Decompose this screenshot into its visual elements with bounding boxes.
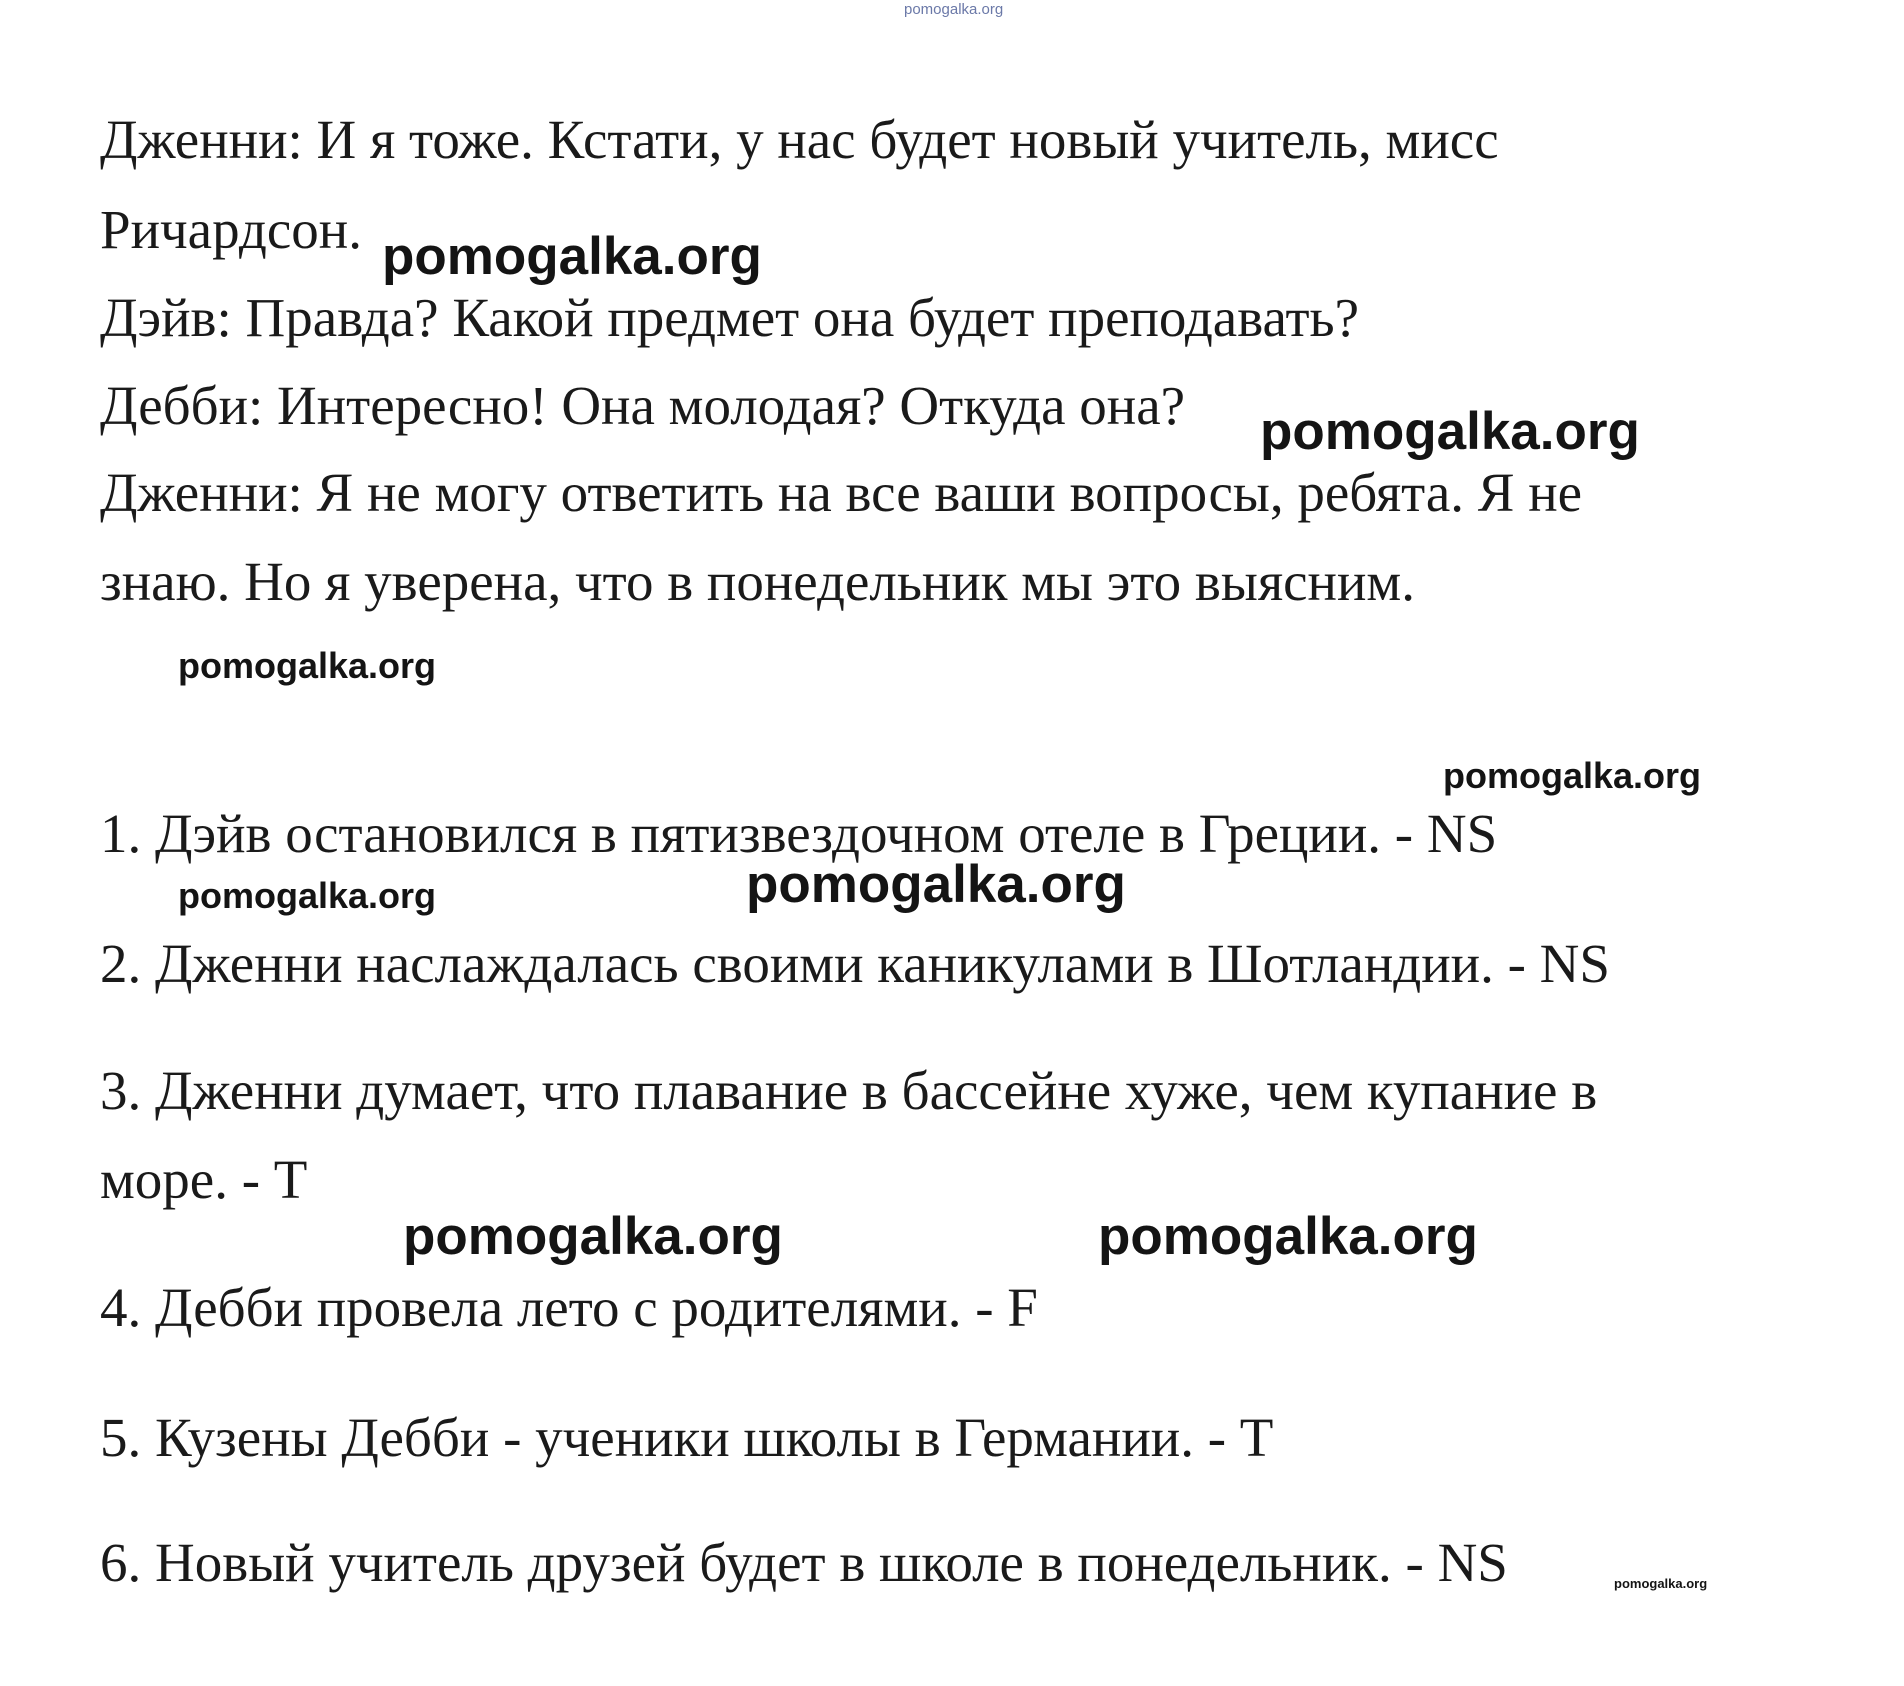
answer-line: 3. Дженни думает, что плавание в бассейне хуже, чем купание в xyxy=(100,1060,1598,1121)
watermark: pomogalka.org xyxy=(403,1207,783,1266)
answer-line: 4. Дебби провела лето с родителями. - F xyxy=(100,1277,1038,1338)
dialogue-line: Дебби: Интересно! Она молодая? Откуда она? xyxy=(100,375,1186,436)
dialogue-line: Ричардсон. xyxy=(100,199,362,260)
answer-line: 2. Дженни наслаждалась своими каникулами в Шотландии. - NS xyxy=(100,933,1610,994)
dialogue-line: Дженни: И я тоже. Кстати, у нас будет новый учитель, мисс xyxy=(100,109,1499,170)
dialogue-line: Дженни: Я не могу ответить на все ваши вопросы, ребята. Я не xyxy=(100,462,1583,523)
watermark: pomogalka.org xyxy=(1614,1576,1708,1591)
watermark-top: pomogalka.org xyxy=(904,1,1004,18)
answer-line: 6. Новый учитель друзей будет в школе в понедельник. - NS xyxy=(100,1532,1508,1593)
answer-line: море. - T xyxy=(100,1149,308,1210)
watermark: pomogalka.org xyxy=(1443,755,1702,796)
watermark: pomogalka.org xyxy=(1260,402,1640,461)
watermark: pomogalka.org xyxy=(1098,1207,1478,1266)
dialogue-line: знаю. Но я уверена, что в понедельник мы это выясним. xyxy=(100,551,1415,612)
dialogue-line: Дэйв: Правда? Какой предмет она будет преподавать? xyxy=(100,287,1359,348)
watermark: pomogalka.org xyxy=(382,227,762,286)
watermark: pomogalka.org xyxy=(746,855,1126,914)
watermark: pomogalka.org xyxy=(178,645,437,686)
answer-line: 1. Дэйв остановился в пятизвездочном отеле в Греции. - NS xyxy=(100,803,1498,864)
watermark: pomogalka.org xyxy=(178,875,437,916)
answer-line: 5. Кузены Дебби - ученики школы в Германии. - T xyxy=(100,1407,1274,1468)
